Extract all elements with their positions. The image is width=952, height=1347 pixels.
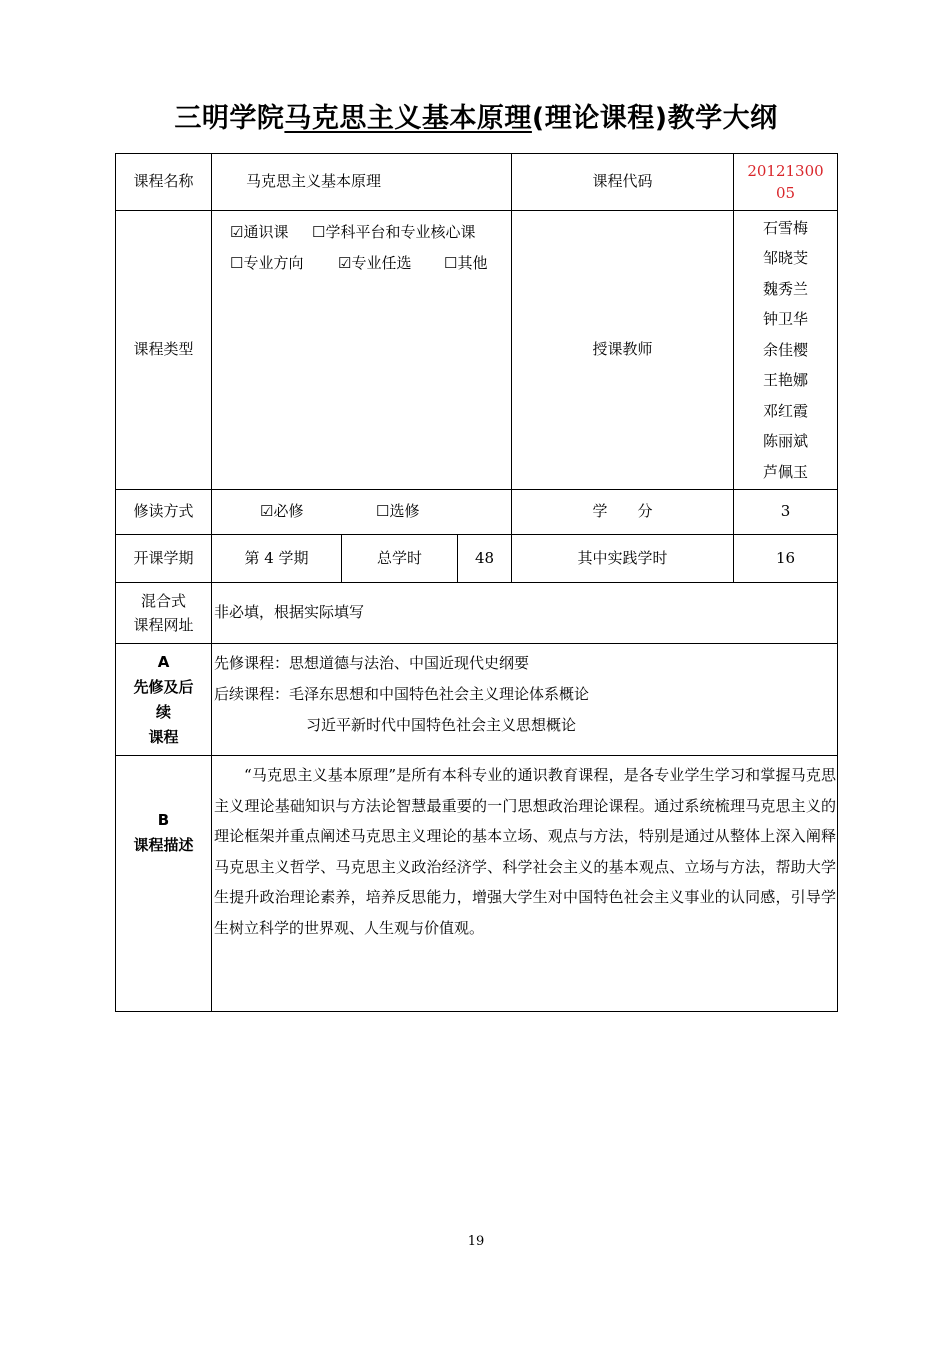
prerequisites-label — [116, 644, 212, 756]
course-type-options — [212, 211, 512, 490]
course-code-line2: 05 — [775, 184, 796, 202]
section-letter-a: A — [157, 652, 170, 671]
row-course-type — [116, 211, 838, 490]
teacher-name: 钟卫华 — [762, 310, 808, 329]
description-text: “马克思主义基本原理”是所有本科专业的通识教育课程，是各专业学生学习和掌握马克思主义理论基础知识与方法论智慧最重要的一门思想政治理论课程。通过系统梳理马克思主义的理论框架并重点阐述马克思主义理论的基本立场、观点与方法，特别是通过从整体上深入阐释马克思主义哲学、马克思主义政治经济学、科学社会主义的基本观点、立场与方法，帮助大学生提升政治理论素养，培养反思能力，增强大学生对中国特色社会主义事业的认同感，引导学生树立科学的世界观、人生观与价值观。 — [214, 766, 836, 937]
type-platform-checkbox[interactable]: ☐学科平台和专业核心课 — [312, 223, 476, 241]
practice-hours-value: 16 — [734, 535, 838, 583]
syllabus-table — [115, 153, 838, 1012]
prerequisites-label-line3: 课程 — [148, 727, 179, 746]
term-label: 开课学期 — [116, 535, 212, 583]
type-direction-checkbox[interactable]: ☐专业方向 — [230, 254, 304, 272]
prerequisites-label-line2: 续 — [155, 702, 171, 721]
type-optional-checkbox[interactable]: ☑专业任选 — [338, 254, 412, 272]
title-suffix: (理论课程)教学大纲 — [531, 103, 778, 134]
title-prefix: 三明学院 — [174, 103, 285, 134]
description-content — [212, 756, 838, 1012]
description-label — [116, 756, 212, 1012]
row-prerequisites — [116, 644, 838, 756]
type-general-checkbox[interactable]: ☑通识课 — [230, 223, 289, 241]
teacher-name: 陈丽斌 — [762, 432, 808, 451]
prerequisite-courses: 先修课程：思想道德与法治、中国近现代史纲要 — [214, 654, 530, 672]
course-type-line2 — [230, 248, 511, 279]
follow-up-courses: 后续课程：毛泽东思想和中国特色社会主义理论体系概论 — [214, 685, 590, 703]
row-study-mode — [116, 490, 838, 535]
study-mode-label: 修读方式 — [116, 490, 212, 535]
course-url-label-line2: 课程网址 — [133, 616, 194, 634]
row-course-url — [116, 583, 838, 644]
document-title — [0, 96, 952, 135]
credit-value: 3 — [734, 490, 838, 535]
total-hours-label: 总学时 — [342, 535, 458, 583]
course-url-label — [116, 583, 212, 644]
teacher-name: 王艳娜 — [762, 371, 808, 390]
course-type-line1 — [230, 217, 511, 248]
credit-label: 学 分 — [512, 490, 734, 535]
section-letter-b: B — [157, 811, 170, 829]
study-mode-options — [212, 490, 512, 535]
course-url-value: 非必填，根据实际填写 — [212, 583, 838, 644]
teacher-name: 邓红霞 — [762, 401, 808, 420]
required-checkbox[interactable]: ☑必修 — [260, 502, 304, 521]
type-other-checkbox[interactable]: ☐其他 — [444, 254, 488, 272]
elective-checkbox[interactable]: ☐选修 — [376, 502, 420, 521]
description-label-text: 课程描述 — [133, 836, 194, 854]
term-value: 第 4 学期 — [212, 535, 342, 583]
teacher-name: 石雪梅 — [762, 218, 808, 237]
prerequisites-content — [212, 644, 838, 756]
course-code-line1: 20121300 — [747, 162, 824, 180]
course-code-label: 课程代码 — [512, 154, 734, 211]
teacher-name: 芦佩玉 — [762, 462, 808, 481]
course-url-label-line1: 混合式 — [140, 592, 186, 610]
row-term — [116, 535, 838, 583]
title-course-name: 马克思主义基本原理 — [284, 103, 532, 134]
teacher-name: 邹晓芠 — [762, 249, 808, 268]
page-number: 19 — [467, 1234, 485, 1249]
course-name-value: 马克思主义基本原理 — [212, 154, 512, 211]
teacher-name: 余佳樱 — [762, 340, 808, 359]
row-course-name — [116, 154, 838, 211]
teacher-label: 授课教师 — [512, 211, 734, 490]
course-type-label: 课程类型 — [116, 211, 212, 490]
total-hours-value: 48 — [458, 535, 512, 583]
course-name-label: 课程名称 — [116, 154, 212, 211]
teacher-name: 魏秀兰 — [762, 279, 808, 298]
row-description — [116, 756, 838, 1012]
course-code-value — [734, 154, 838, 211]
follow-up-courses-cont: 习近平新时代中国特色社会主义思想概论 — [306, 716, 577, 734]
teacher-list — [734, 211, 838, 490]
prerequisites-label-line1: 先修及后 — [133, 677, 194, 696]
practice-hours-label: 其中实践学时 — [512, 535, 734, 583]
